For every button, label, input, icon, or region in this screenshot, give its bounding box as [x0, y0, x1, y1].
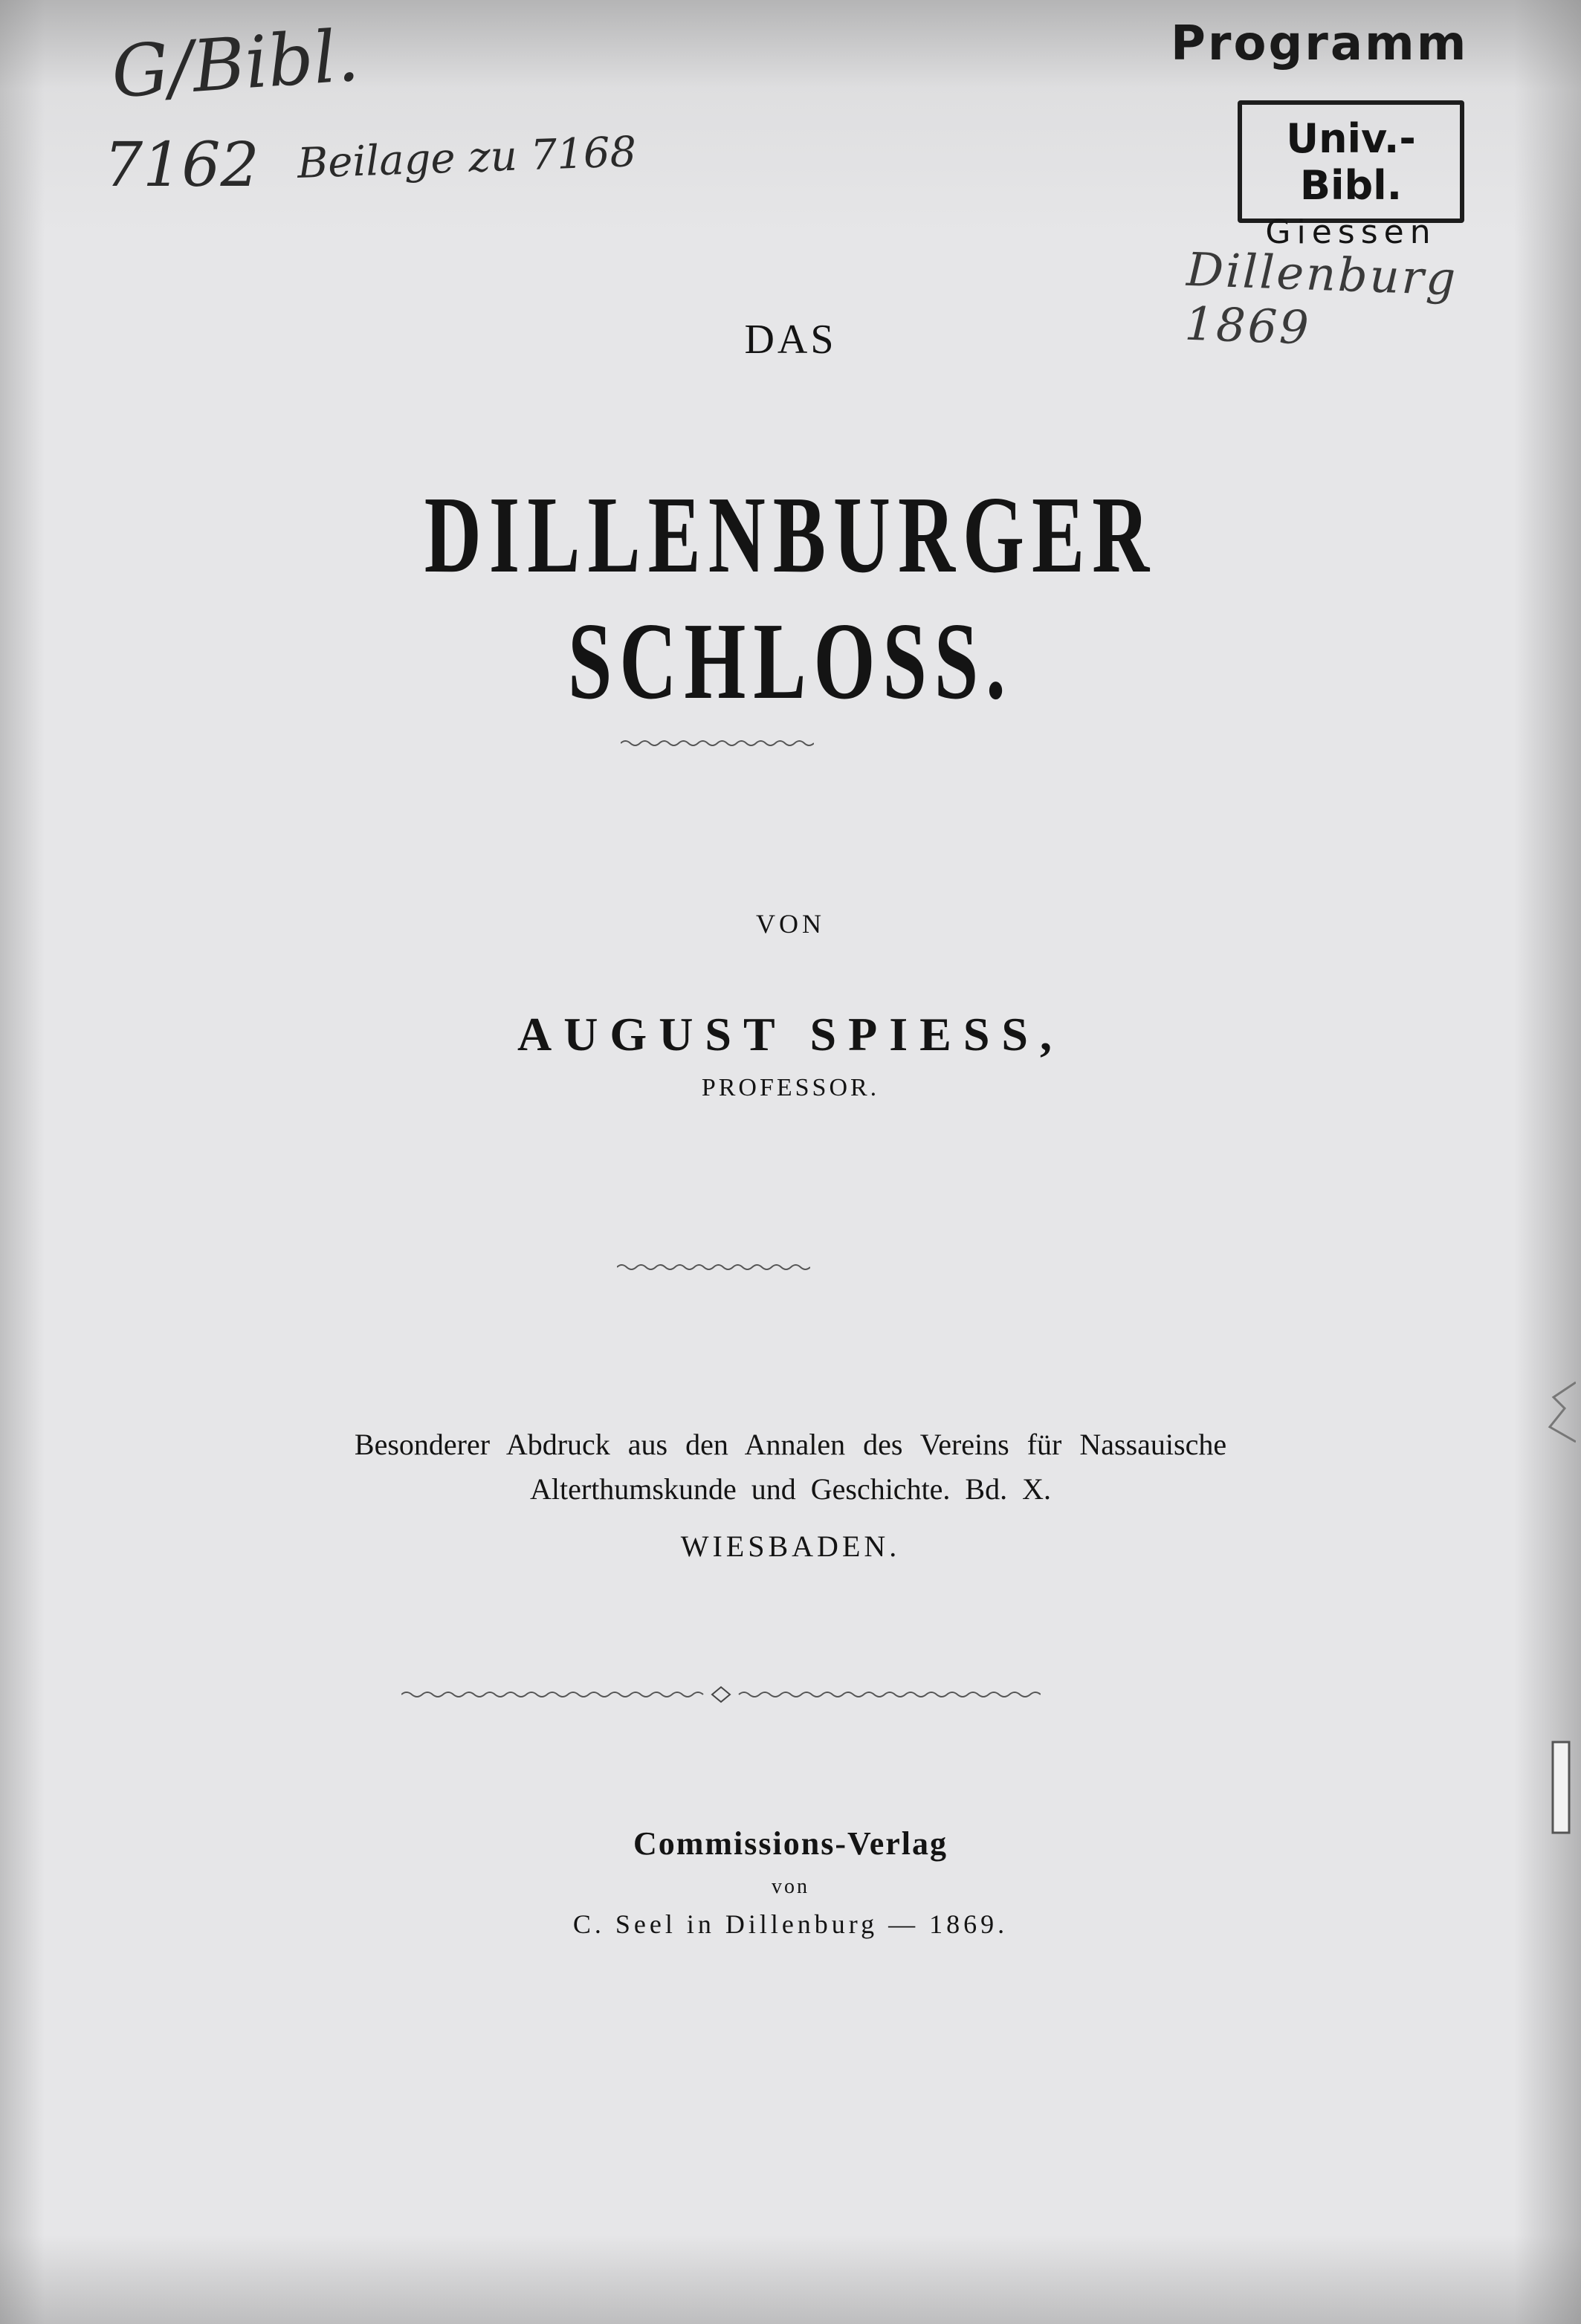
publication-city: WIESBADEN.	[680, 1530, 901, 1563]
library-stamp	[1238, 100, 1464, 251]
programm-stamp: Programm	[1171, 16, 1469, 71]
handwritten-bibl-note: G/Bibl.	[109, 13, 362, 114]
author-title: PROFESSOR.	[701, 1074, 880, 1101]
handwritten-place-year-note: Dillenburg 1869	[1183, 242, 1459, 355]
handwritten-number-note: 7162	[104, 130, 259, 201]
publication-line-1: Besonderer Abdruck aus den Annalen des Vereins für Nassauische	[354, 1428, 1227, 1461]
title-article: DAS	[744, 317, 837, 363]
publisher-name: C. Seel in Dillenburg — 1869.	[572, 1909, 1009, 1939]
main-title: DILLENBURGER SCHLOSS.	[424, 474, 1157, 722]
publisher-von: von	[772, 1875, 809, 1898]
library-stamp-line2: Giessen	[1265, 213, 1437, 251]
author-name: AUGUST SPIESS,	[517, 1008, 1064, 1061]
page-edge-tab	[1550, 1739, 1572, 1836]
wavy-divider-2	[617, 1260, 810, 1275]
handwritten-beilage-note: Beilage zu 7168	[297, 128, 638, 188]
page-edge-mark	[1546, 1375, 1576, 1449]
publication-line-2: Alterthumskunde und Geschichte. Bd. X.	[530, 1472, 1051, 1506]
ornamental-divider	[401, 1683, 1041, 1706]
library-stamp-line1: Univ.-Bibl.	[1286, 115, 1416, 209]
author-by-label: VON	[756, 909, 825, 939]
publisher-label: Commissions-Verlag	[633, 1825, 948, 1862]
wavy-divider-1	[621, 736, 814, 751]
